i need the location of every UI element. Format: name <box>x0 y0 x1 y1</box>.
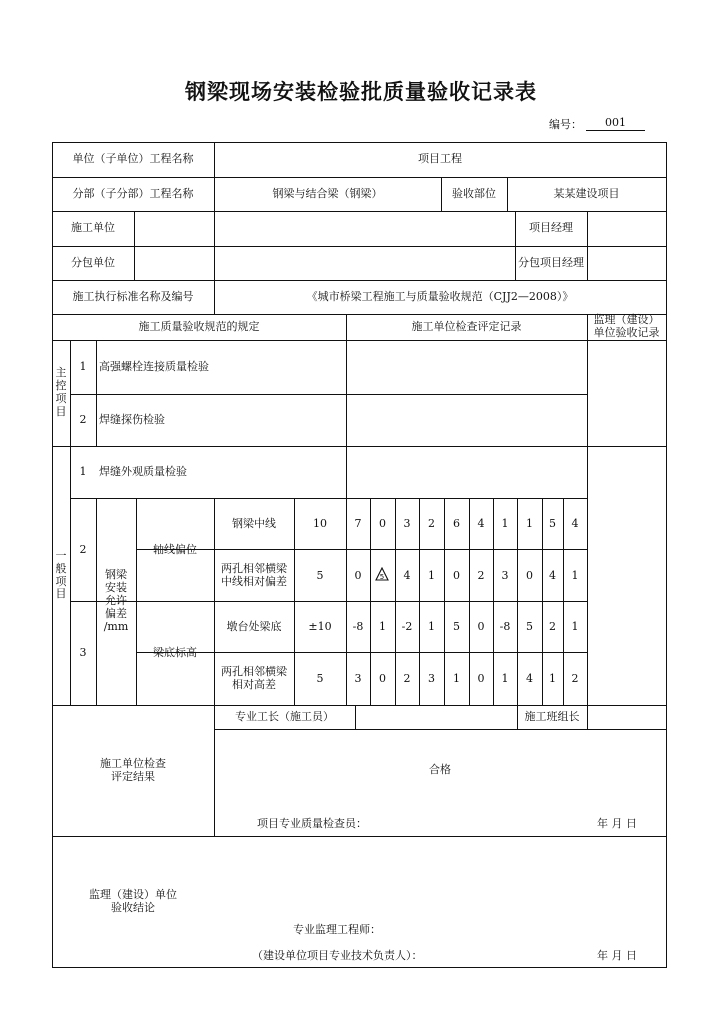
axis-offset-label: 轴线偏位 <box>153 542 197 556</box>
measure-cell[interactable]: 5 <box>549 516 556 530</box>
unit-project-label: 单位（子单位）工程名称 <box>72 152 194 166</box>
standard-value[interactable]: 《城市桥梁工程施工与质量验收规范（CJJ2—2008）》 <box>306 289 574 303</box>
general-items-label: 一 般 项 目 <box>55 548 67 601</box>
row-1-allow: 10 <box>313 516 327 530</box>
standard-label: 施工执行标准名称及编号 <box>72 289 194 303</box>
project-manager-label: 项目经理 <box>529 221 573 235</box>
measure-cell[interactable]: 3 <box>354 671 362 685</box>
measure-cell[interactable]: 1 <box>453 671 460 685</box>
subcontract-unit-value[interactable] <box>134 246 515 280</box>
main-item-1-no: 1 <box>79 359 87 373</box>
row-3-name: 墩台处梁底 <box>226 620 282 634</box>
measure-cell[interactable]: 1 <box>526 516 533 530</box>
team-leader-value[interactable] <box>587 705 666 729</box>
project-manager-value[interactable] <box>587 211 666 246</box>
measure-cell[interactable]: 1 <box>501 516 509 530</box>
measure-cell[interactable]: 0 <box>379 516 386 530</box>
check-column-header: 施工单位检查评定记录 <box>411 319 522 333</box>
construction-result-label: 施工单位检查 评定结果 <box>100 756 166 783</box>
unit-project-value[interactable]: 项目工程 <box>418 152 462 166</box>
measure-cell[interactable]: 4 <box>549 568 556 582</box>
tolerance-group-label: 钢梁 安装 允许 偏差 /mm <box>103 568 129 633</box>
measure-cell[interactable]: 0 <box>453 568 460 582</box>
supervision-engineer-label: 专业监理工程师： <box>293 922 381 936</box>
foreman-value[interactable] <box>355 705 517 729</box>
measure-cell[interactable]: 0 <box>526 568 533 582</box>
measure-cell[interactable]: 3 <box>428 671 435 685</box>
general-item-1-text: 焊缝外观质量检验 <box>99 464 187 478</box>
measure-cell[interactable]: 1 <box>501 671 509 685</box>
row-3-allow: ±10 <box>308 620 332 634</box>
sub-project-label: 分部（子分部）工程名称 <box>72 186 194 200</box>
measure-cell[interactable]: 2 <box>403 671 411 685</box>
owner-technical-lead-label: （建设单位项目专业技术负责人）： <box>252 948 423 962</box>
measure-cell[interactable]: 1 <box>571 620 579 634</box>
accept-part-value[interactable]: 某某建设项目 <box>553 186 620 200</box>
serial-number[interactable]: 001 <box>586 116 645 131</box>
main-items-label: 主 控 项 目 <box>55 366 67 418</box>
construction-unit-value[interactable] <box>134 211 515 246</box>
form-title: 钢梁现场安装检验批质量验收记录表 <box>185 80 537 104</box>
measure-cell[interactable]: 4 <box>477 516 485 530</box>
measure-cell[interactable]: 0 <box>477 671 485 685</box>
measure-cell[interactable]: -2 <box>401 620 413 634</box>
supervision-header-line2: 单位验收记录 <box>593 326 660 339</box>
main-item-1-record[interactable] <box>346 340 587 394</box>
measure-cell[interactable]: 4 <box>571 516 579 530</box>
general-item-1-record[interactable] <box>346 446 587 498</box>
serial-label: 编号： <box>549 118 582 131</box>
measure-cell[interactable]: 1 <box>549 671 556 685</box>
measure-cell[interactable]: 3 <box>403 516 411 530</box>
measure-cell[interactable]: 7 <box>354 516 362 530</box>
measure-cell[interactable]: 1 <box>571 568 579 582</box>
sub-project-value[interactable]: 钢梁与结合梁（钢梁） <box>272 186 383 200</box>
row-2-allow: 5 <box>316 568 324 582</box>
measure-cell[interactable]: 4 <box>403 568 411 582</box>
measure-cell[interactable]: 2 <box>428 516 435 530</box>
quality-inspector-label: 项目专业质量检查员： <box>257 816 367 830</box>
foreman-label: 专业工长（施工员） <box>235 709 334 723</box>
measure-cell[interactable]: -8 <box>352 620 364 634</box>
measure-cell[interactable]: 4 <box>526 671 533 685</box>
supervision-header-line1: 监理（建设） <box>593 313 660 327</box>
measure-cell[interactable]: 0 <box>354 568 362 582</box>
construction-unit-label: 施工单位 <box>71 221 115 235</box>
supervision-column-header <box>587 314 666 340</box>
main-item-2-record[interactable] <box>346 394 587 446</box>
measure-cell[interactable]: 2 <box>477 568 485 582</box>
accept-part-label: 验收部位 <box>452 186 496 200</box>
row-1-name: 钢梁中线 <box>232 516 276 530</box>
supervision-date-label: 年 月 日 <box>597 948 637 962</box>
general-item-3-no: 3 <box>79 646 87 660</box>
result-date-label: 年 月 日 <box>597 816 637 830</box>
measure-cell[interactable]: -8 <box>499 620 511 634</box>
warning-triangle-icon <box>375 567 389 581</box>
measure-cell[interactable]: 0 <box>477 620 485 634</box>
sub-project-manager-value[interactable] <box>587 246 666 280</box>
measure-cell[interactable]: 5 <box>526 620 533 634</box>
supervision-conclusion-label: 监理（建设）单位 验收结论 <box>89 887 177 914</box>
general-item-2-no: 2 <box>79 542 87 556</box>
main-item-2-no: 2 <box>79 412 87 426</box>
svg-text:5: 5 <box>379 573 385 581</box>
team-leader-label: 施工班组长 <box>524 709 580 723</box>
spec-column-header: 施工质量验收规范的规定 <box>138 319 260 333</box>
row-4-allow: 5 <box>316 671 324 685</box>
row-2-name: 两孔相邻横梁 中线相对偏差 <box>221 562 287 588</box>
measure-cell[interactable]: 1 <box>428 568 435 582</box>
measure-cell[interactable]: 0 <box>379 671 386 685</box>
measure-cell[interactable]: 6 <box>453 516 460 530</box>
row-4-name: 两孔相邻横梁 相对高差 <box>221 665 287 691</box>
construction-conclusion[interactable]: 合格 <box>429 762 451 776</box>
measure-cell[interactable]: 1 <box>379 620 386 634</box>
main-item-1-text: 高强螺栓连接质量检验 <box>99 359 209 373</box>
measure-cell[interactable]: 5 <box>453 620 460 634</box>
general-item-1-no: 1 <box>79 464 87 478</box>
measure-cell[interactable]: 1 <box>428 620 435 634</box>
measure-cell[interactable]: 2 <box>571 671 579 685</box>
sub-project-manager-label: 分包项目经理 <box>518 255 584 269</box>
subcontract-unit-label: 分包单位 <box>71 255 115 269</box>
main-item-2-text: 焊缝探伤检验 <box>99 412 165 426</box>
measure-cell[interactable]: 3 <box>501 568 509 582</box>
beam-elevation-label: 梁底标高 <box>153 646 197 660</box>
measure-cell[interactable]: 2 <box>549 620 556 634</box>
